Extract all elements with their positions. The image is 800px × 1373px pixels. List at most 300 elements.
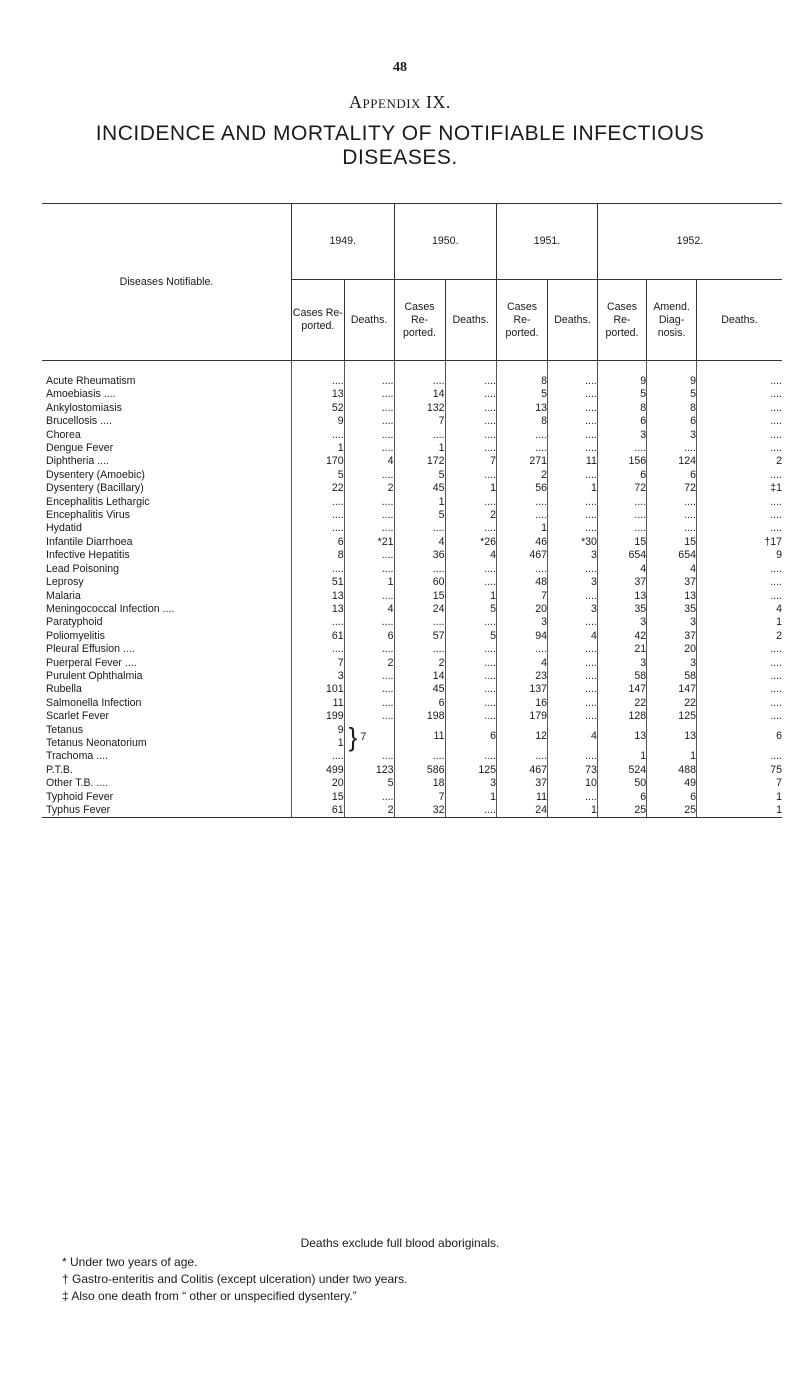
disease-name: Pleural Effusion .... xyxy=(46,643,135,656)
table-cell: 5 xyxy=(597,388,646,401)
table-cell: 101 xyxy=(291,683,344,696)
deaths-header: Deaths. xyxy=(696,280,782,361)
table-row xyxy=(42,522,782,535)
table-cell: 52 xyxy=(291,402,344,415)
table-cell: 24 xyxy=(394,603,445,616)
table-cell: 5 xyxy=(291,469,344,482)
table-cell: .... xyxy=(696,590,782,603)
table-cell: 8 xyxy=(597,402,646,415)
table-cell: .... xyxy=(344,496,394,509)
table-cell: .... xyxy=(548,402,598,415)
table-cell: 37 xyxy=(647,630,697,643)
table-cell: .... xyxy=(548,469,598,482)
table-cell: 8 xyxy=(497,415,548,428)
deaths-header: Deaths. xyxy=(548,280,598,361)
table-cell: †17 xyxy=(696,536,782,549)
table-cell: .... xyxy=(291,563,344,576)
table-cell: 8 xyxy=(291,549,344,562)
disease-name: Tetanus xyxy=(46,723,84,736)
table-cell: 35 xyxy=(597,603,646,616)
table-cell: .... xyxy=(548,616,598,629)
table-row xyxy=(42,576,782,589)
table-cell: .... xyxy=(696,442,782,455)
table-cell: 199 xyxy=(291,710,344,723)
table-cell: 60 xyxy=(394,576,445,589)
table-cell: .... xyxy=(696,576,782,589)
table-cell: 14 xyxy=(394,670,445,683)
table-cell: 172 xyxy=(394,455,445,468)
table-cell: 586 xyxy=(394,764,445,777)
table-cell: 8 xyxy=(647,402,697,415)
table-cell: .... xyxy=(445,429,497,442)
table-row xyxy=(42,697,782,710)
table-cell: 13 xyxy=(497,402,548,415)
page-title: INCIDENCE AND MORTALITY OF NOTIFIABLE INFECTIOUS DISEASES. xyxy=(95,122,705,169)
table-cell: 37 xyxy=(597,576,646,589)
table-cell: 25 xyxy=(597,804,646,818)
table-cell: 15 xyxy=(597,536,646,549)
table-cell: 6 xyxy=(696,724,782,751)
table-cell: 4 xyxy=(647,563,697,576)
disease-name: Paratyphoid xyxy=(46,616,103,629)
disease-name: Malaria xyxy=(46,589,81,602)
table-cell: .... xyxy=(696,657,782,670)
table-row xyxy=(42,509,782,522)
table-cell: 56 xyxy=(497,482,548,495)
table-row xyxy=(42,482,782,495)
table-cell: 4 xyxy=(497,657,548,670)
table-cell: 36 xyxy=(394,549,445,562)
table-cell: 6 xyxy=(597,791,646,804)
table-cell: .... xyxy=(344,388,394,401)
table-cell: 3 xyxy=(548,549,598,562)
table-cell: .... xyxy=(291,750,344,763)
year-1949-header: 1949. xyxy=(291,204,394,280)
table-cell: .... xyxy=(445,657,497,670)
table-cell: 6 xyxy=(344,630,394,643)
table-cell: .... xyxy=(344,375,394,388)
deaths-note: Deaths exclude full blood aboriginals. xyxy=(300,1236,500,1250)
table-row xyxy=(42,603,782,616)
table-cell: 4 xyxy=(548,630,598,643)
table-cell: 1 xyxy=(696,616,782,629)
table-cell: .... xyxy=(445,670,497,683)
table-cell: 1 xyxy=(548,482,598,495)
table-cell: 12 xyxy=(497,724,548,751)
table-cell: 3 xyxy=(647,616,697,629)
table-cell: 2 xyxy=(344,657,394,670)
table-row xyxy=(42,455,782,468)
table-cell: .... xyxy=(597,522,646,535)
table-cell: .... xyxy=(548,643,598,656)
table-cell: 50 xyxy=(597,777,646,790)
table-cell: 22 xyxy=(597,697,646,710)
year-1952-header: 1952. xyxy=(597,204,782,280)
disease-name: Typhoid Fever xyxy=(46,790,114,803)
disease-name: Acute Rheumatism xyxy=(46,375,136,387)
table-cell: .... xyxy=(548,442,598,455)
table-cell: .... xyxy=(344,415,394,428)
table-cell: .... xyxy=(445,616,497,629)
disease-name: Poliomyelitis xyxy=(46,629,105,642)
table-cell: 11 xyxy=(497,791,548,804)
table-cell: .... xyxy=(344,402,394,415)
table-cell: .... xyxy=(291,616,344,629)
table-cell: 147 xyxy=(647,683,697,696)
table-cell: .... xyxy=(394,750,445,763)
disease-name: Encephalitis Virus xyxy=(46,509,131,522)
table-cell: 179 xyxy=(497,710,548,723)
table-cell: .... xyxy=(647,509,697,522)
table-cell: .... xyxy=(344,563,394,576)
table-cell: 654 xyxy=(597,549,646,562)
table-cell: .... xyxy=(344,791,394,804)
table-row xyxy=(42,616,782,629)
table-cell: 20 xyxy=(291,777,344,790)
table-cell: 2 xyxy=(445,509,497,522)
table-cell: 32 xyxy=(394,804,445,818)
table-cell: 1 xyxy=(445,791,497,804)
table-cell: .... xyxy=(344,750,394,763)
table-cell: 2 xyxy=(696,630,782,643)
table-row xyxy=(42,804,782,818)
table-cell: .... xyxy=(394,616,445,629)
table-cell: 7 xyxy=(696,777,782,790)
table-cell: .... xyxy=(497,442,548,455)
table-cell: .... xyxy=(696,670,782,683)
table-cell: ‡1 xyxy=(696,482,782,495)
table-cell: .... xyxy=(548,670,598,683)
table-row xyxy=(42,415,782,428)
table-cell: 467 xyxy=(497,549,548,562)
table-row xyxy=(42,750,782,763)
table-cell: 3 xyxy=(445,777,497,790)
table-cell: 9 xyxy=(291,415,344,428)
table-cell: .... xyxy=(445,804,497,818)
disease-name: Rubella xyxy=(46,683,82,696)
table-cell: .... xyxy=(696,415,782,428)
table-cell: 13 xyxy=(291,590,344,603)
table-cell: 7 xyxy=(445,455,497,468)
table-cell: 4 xyxy=(344,603,394,616)
table-cell: 3 xyxy=(597,657,646,670)
table-cell: .... xyxy=(696,643,782,656)
table-cell: 3 xyxy=(548,576,598,589)
table-body xyxy=(42,361,782,818)
table-cell: .... xyxy=(445,750,497,763)
table-cell: 5 xyxy=(344,777,394,790)
disease-name: Dengue Fever xyxy=(46,442,114,455)
table-cell: 5 xyxy=(394,509,445,522)
table-cell: 58 xyxy=(647,670,697,683)
table-cell: 13 xyxy=(647,590,697,603)
table-cell: 13 xyxy=(597,590,646,603)
deaths-header: Deaths. xyxy=(445,280,497,361)
table-cell: .... xyxy=(344,429,394,442)
disease-name: Dysentery (Bacillary) xyxy=(46,482,144,495)
disease-name: Dysentery (Amoebic) xyxy=(46,468,145,481)
table-row xyxy=(42,710,782,723)
table-cell: .... xyxy=(696,710,782,723)
cases-reported-header: Cases Re- ported. xyxy=(291,280,344,361)
table-cell: .... xyxy=(291,429,344,442)
cases-reported-header: Cases Re- ported. xyxy=(597,280,646,361)
table-cell: 271 xyxy=(497,455,548,468)
table-cell: .... xyxy=(497,750,548,763)
footnote-dysentery: ‡ Also one death from “ other or unspecified dysentery.” xyxy=(62,1289,357,1303)
table-cell: 20 xyxy=(647,643,697,656)
table-cell: .... xyxy=(548,590,598,603)
table-cell: 137 xyxy=(497,683,548,696)
table-cell: .... xyxy=(696,522,782,535)
table-row xyxy=(42,469,782,482)
table-cell: 37 xyxy=(497,777,548,790)
table-cell: 5 xyxy=(445,603,497,616)
disease-name: Lead Poisoning xyxy=(46,562,120,575)
table-row xyxy=(42,590,782,603)
table-cell: .... xyxy=(696,402,782,415)
table-row xyxy=(42,496,782,509)
table-cell: 1 xyxy=(394,496,445,509)
table-row xyxy=(42,375,782,388)
disease-name: Amoebiasis .... xyxy=(46,388,116,401)
table-cell: 61 xyxy=(291,630,344,643)
table-cell: .... xyxy=(344,509,394,522)
table-cell: 9 xyxy=(696,549,782,562)
table-cell: .... xyxy=(344,616,394,629)
table-cell: .... xyxy=(548,375,598,388)
table-row xyxy=(42,764,782,777)
table-row xyxy=(42,643,782,656)
table-cell: 6 xyxy=(291,536,344,549)
table-cell: 73 xyxy=(548,764,598,777)
table-cell: .... xyxy=(445,576,497,589)
notes-section xyxy=(0,1236,800,1305)
table-row xyxy=(42,442,782,455)
table-cell: 45 xyxy=(394,482,445,495)
table-cell: .... xyxy=(445,683,497,696)
table-cell: 1 xyxy=(344,576,394,589)
table-cell: .... xyxy=(696,469,782,482)
table-cell: 6 xyxy=(597,469,646,482)
table-cell: 1 xyxy=(291,442,344,455)
table-cell: 45 xyxy=(394,683,445,696)
table-cell: 6 xyxy=(647,791,697,804)
table-cell: 11 xyxy=(394,724,445,751)
table-row xyxy=(42,536,782,549)
disease-name: Purulent Ophthalmia xyxy=(46,669,143,682)
table-cell: 58 xyxy=(597,670,646,683)
table-cell: 128 xyxy=(597,710,646,723)
table-cell: 467 xyxy=(497,764,548,777)
table-row xyxy=(42,549,782,562)
disease-name: Salmonella Infection xyxy=(46,696,142,709)
table-row xyxy=(42,402,782,415)
table-cell: 15 xyxy=(394,590,445,603)
table-cell: 6 xyxy=(394,697,445,710)
table-cell: .... xyxy=(445,402,497,415)
table-cell: .... xyxy=(344,442,394,455)
table-cell: 10 xyxy=(548,777,598,790)
table-row xyxy=(42,670,782,683)
disease-column-header: Diseases Notifiable. xyxy=(42,204,291,361)
table-cell: .... xyxy=(647,522,697,535)
disease-name: P.T.B. xyxy=(46,763,73,776)
table-cell: 3 xyxy=(548,603,598,616)
table-cell: 4 xyxy=(548,724,598,751)
table-cell: .... xyxy=(548,563,598,576)
table-cell: *26 xyxy=(445,536,497,549)
table-cell: 1 xyxy=(647,750,697,763)
table-cell: 20 xyxy=(497,603,548,616)
table-cell: .... xyxy=(548,657,598,670)
table-cell: 7 xyxy=(291,657,344,670)
table-cell: 5 xyxy=(445,630,497,643)
table-cell: 13 xyxy=(291,603,344,616)
table-cell: 488 xyxy=(647,764,697,777)
table-cell: 524 xyxy=(597,764,646,777)
table-row xyxy=(42,683,782,696)
disease-name: Typhus Fever xyxy=(42,804,291,818)
table-cell: 9 xyxy=(291,724,344,737)
table-cell: .... xyxy=(445,522,497,535)
year-1950-header: 1950. xyxy=(394,204,497,280)
table-cell: .... xyxy=(344,697,394,710)
table-cell: .... xyxy=(497,509,548,522)
appendix-heading: Appendix IX. xyxy=(349,92,451,112)
table-cell: 147 xyxy=(597,683,646,696)
cases-reported-header: Cases Re- ported. xyxy=(497,280,548,361)
table-cell: 2 xyxy=(497,469,548,482)
table-cell: .... xyxy=(445,388,497,401)
table-cell: 48 xyxy=(497,576,548,589)
table-cell: 25 xyxy=(647,804,697,818)
table-cell: 4 xyxy=(696,603,782,616)
table-cell: *21 xyxy=(344,536,394,549)
table-cell: .... xyxy=(344,710,394,723)
table-cell: 125 xyxy=(647,710,697,723)
table-cell: 1 xyxy=(696,804,782,818)
table-cell: 198 xyxy=(394,710,445,723)
table-cell: 16 xyxy=(497,697,548,710)
table-cell: 8 xyxy=(497,375,548,388)
table-cell: 3 xyxy=(291,670,344,683)
table-cell: 1 xyxy=(291,737,344,750)
table-cell: 6 xyxy=(597,415,646,428)
table-cell: .... xyxy=(696,375,782,388)
table-cell: .... xyxy=(291,522,344,535)
table-cell: .... xyxy=(696,697,782,710)
table-cell: .... xyxy=(291,643,344,656)
table-cell: 1 xyxy=(394,442,445,455)
footnote-under-two: * Under two years of age. xyxy=(62,1255,198,1269)
table-cell: 6 xyxy=(647,469,697,482)
table-cell: 2 xyxy=(344,482,394,495)
table-cell: 72 xyxy=(647,482,697,495)
table-cell: .... xyxy=(445,643,497,656)
table-cell: 75 xyxy=(696,764,782,777)
table-cell: 24 xyxy=(497,804,548,818)
table-cell: .... xyxy=(445,563,497,576)
table-cell: 7 xyxy=(497,590,548,603)
table-cell: .... xyxy=(548,509,598,522)
amend-diagnosis-header: Amend. Diag- nosis. xyxy=(647,280,697,361)
table-cell: 1 xyxy=(445,590,497,603)
table-cell: 2 xyxy=(344,804,394,818)
table-cell: .... xyxy=(647,496,697,509)
table-cell: 42 xyxy=(597,630,646,643)
table-cell: .... xyxy=(497,496,548,509)
disease-name: Meningococcal Infection .... xyxy=(46,602,175,615)
table-cell: 5 xyxy=(647,388,697,401)
table-cell: 72 xyxy=(597,482,646,495)
disease-name: Leprosy xyxy=(46,576,84,589)
table-cell: .... xyxy=(497,643,548,656)
table-cell: 9 xyxy=(647,375,697,388)
table-cell: 61 xyxy=(291,804,344,818)
table-cell: 3 xyxy=(597,616,646,629)
table-cell: .... xyxy=(394,643,445,656)
table-cell: .... xyxy=(344,522,394,535)
disease-name: Hydatid xyxy=(46,522,82,535)
table-cell: 1 xyxy=(548,804,598,818)
table-cell: .... xyxy=(548,429,598,442)
table-cell: .... xyxy=(344,590,394,603)
table-cell: .... xyxy=(696,388,782,401)
disease-name: Ankylostomiasis xyxy=(46,401,122,414)
table-cell: 3 xyxy=(647,657,697,670)
table-cell: 14 xyxy=(394,388,445,401)
table-cell: .... xyxy=(548,791,598,804)
table-cell: .... xyxy=(445,442,497,455)
brace-icon: } xyxy=(348,721,358,752)
table-cell: 3 xyxy=(497,616,548,629)
table-cell: .... xyxy=(445,415,497,428)
table-cell: 4 xyxy=(344,455,394,468)
disease-table xyxy=(42,203,782,818)
table-cell: 3 xyxy=(647,429,697,442)
table-row xyxy=(42,563,782,576)
table-cell: 57 xyxy=(394,630,445,643)
table-cell: .... xyxy=(548,683,598,696)
year-1951-header: 1951. xyxy=(497,204,598,280)
table-row xyxy=(42,724,782,737)
table-cell: .... xyxy=(394,563,445,576)
table-cell: 4 xyxy=(597,563,646,576)
table-cell: 7 xyxy=(394,791,445,804)
table-cell: .... xyxy=(291,496,344,509)
table-cell: 123 xyxy=(344,764,394,777)
table-cell: .... xyxy=(445,697,497,710)
table-cell: 35 xyxy=(647,603,697,616)
table-cell: 13 xyxy=(597,724,646,751)
table-cell: *30 xyxy=(548,536,598,549)
table-cell: .... xyxy=(548,710,598,723)
table-cell: 11 xyxy=(548,455,598,468)
table-cell: 23 xyxy=(497,670,548,683)
table-row xyxy=(42,429,782,442)
table-cell: 13 xyxy=(647,724,697,751)
disease-name: Tetanus Neonatorium xyxy=(46,736,147,749)
table-cell: .... xyxy=(647,442,697,455)
table-cell: .... xyxy=(291,375,344,388)
deaths-header: Deaths. xyxy=(344,280,394,361)
table-cell: 49 xyxy=(647,777,697,790)
table-cell: 499 xyxy=(291,764,344,777)
table-cell: 22 xyxy=(647,697,697,710)
table-cell: .... xyxy=(445,375,497,388)
table-cell: .... xyxy=(344,683,394,696)
